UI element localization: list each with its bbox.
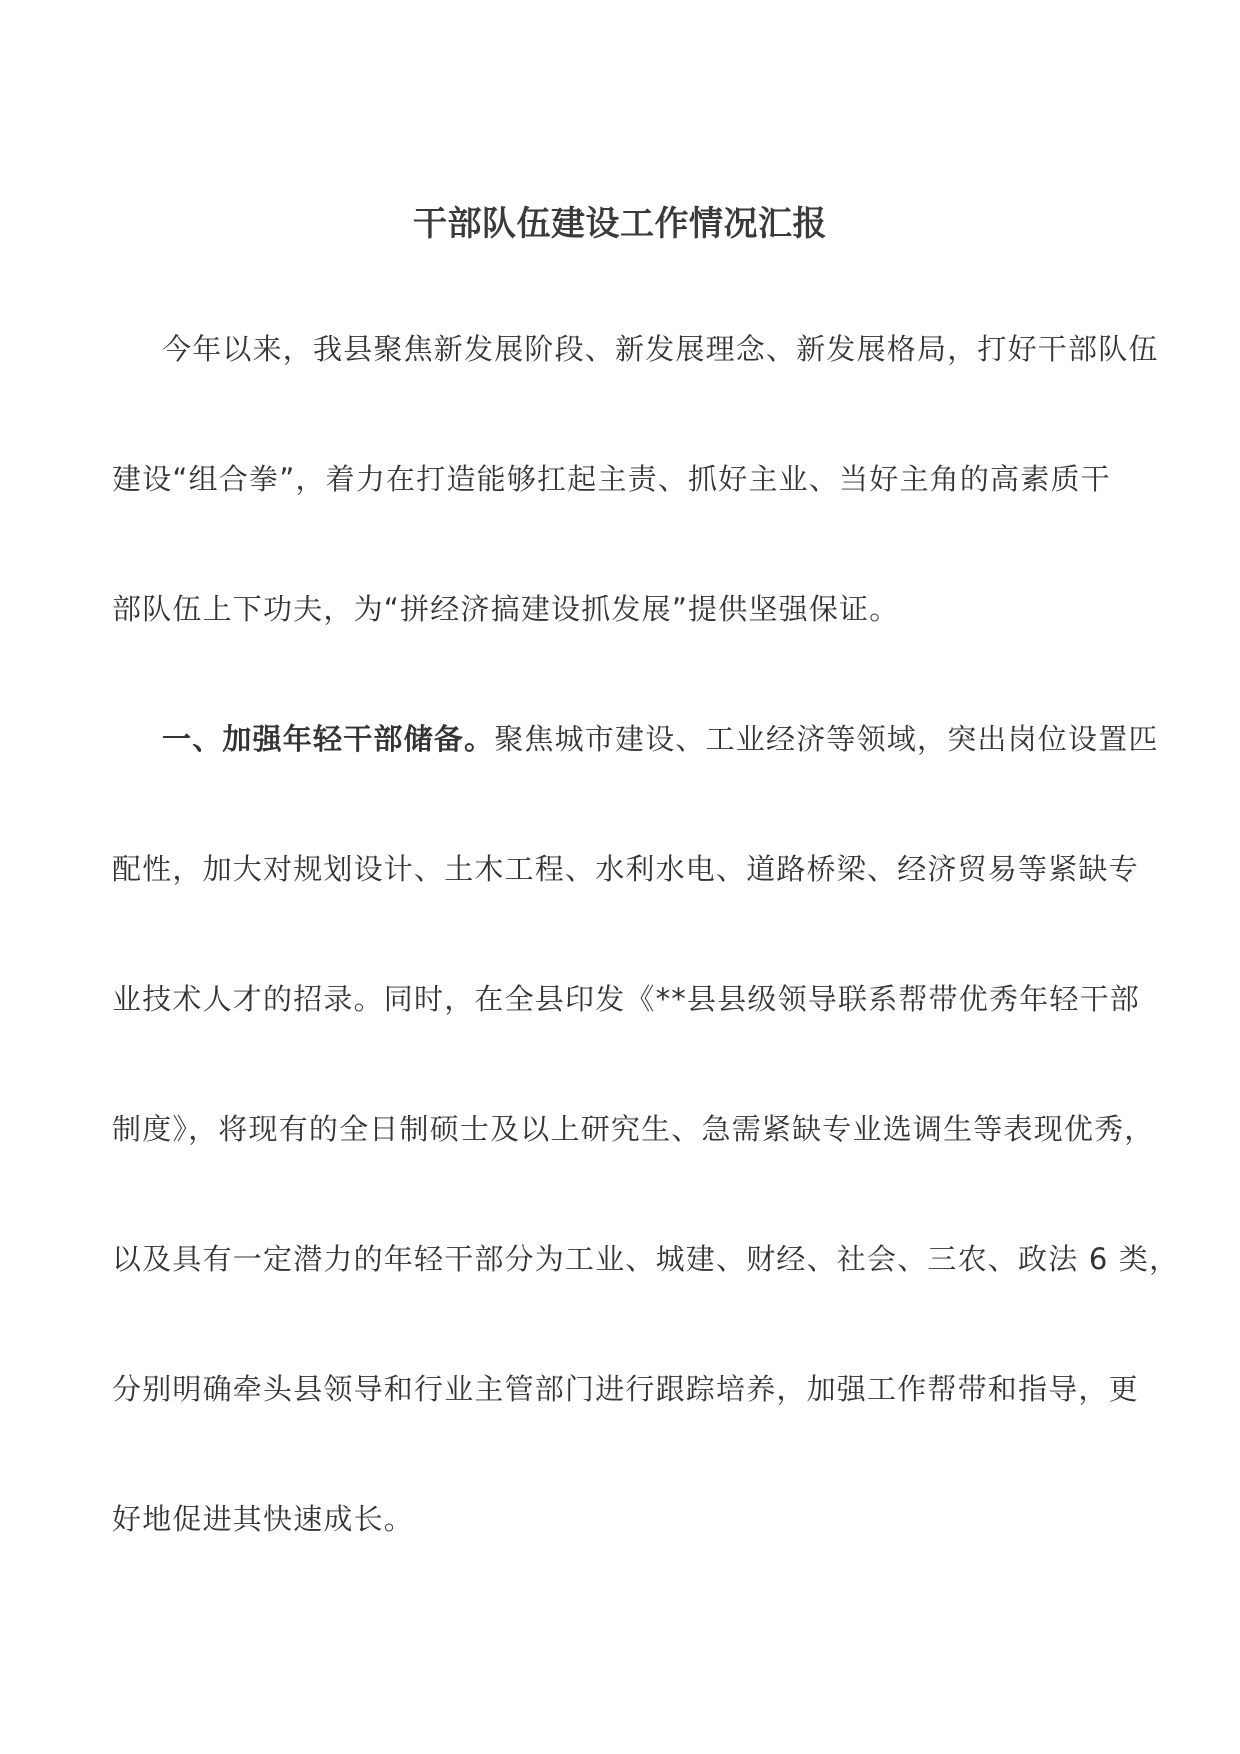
document-title: 干部队伍建设工作情况汇报	[413, 204, 827, 244]
section-1-first-line-text: 聚焦城市建设、工业经济等领域，突出岗位设置匹	[494, 722, 1159, 756]
intro-line-2: 建设“组合拳”，着力在打造能够扛起主责、抓好主业、当好主角的高素质干	[112, 462, 1111, 496]
section-1-first-line	[162, 714, 1159, 764]
section-1-line-7: 好地促进其快速成长。	[112, 1502, 415, 1536]
section-1-line-2: 配性，加大对规划设计、土木工程、水利水电、道路桥梁、经济贸易等紧缺专	[112, 852, 1139, 886]
intro-line-1: 今年以来，我县聚焦新发展阶段、新发展理念、新发展格局，打好干部队伍	[162, 332, 1159, 366]
section-1-line-3: 业技术人才的招录。同时，在全县印发《**县县级领导联系帮带优秀年轻干部	[112, 982, 1141, 1016]
section-1-line-5: 以及具有一定潜力的年轻干部分为工业、城建、财经、社会、三农、政法 6 类，	[112, 1242, 1180, 1276]
section-1-heading: 一、加强年轻干部储备。	[162, 722, 495, 756]
intro-line-3: 部队伍上下功夫，为“拼经济搞建设抓发展”提供坚强保证。	[112, 592, 900, 626]
section-1-line-4: 制度》，将现有的全日制硕士及以上研究生、急需紧缺专业选调生等表现优秀，	[112, 1112, 1155, 1146]
section-1-line-6: 分别明确牵头县领导和行业主管部门进行跟踪培养，加强工作帮带和指导，更	[112, 1372, 1139, 1406]
